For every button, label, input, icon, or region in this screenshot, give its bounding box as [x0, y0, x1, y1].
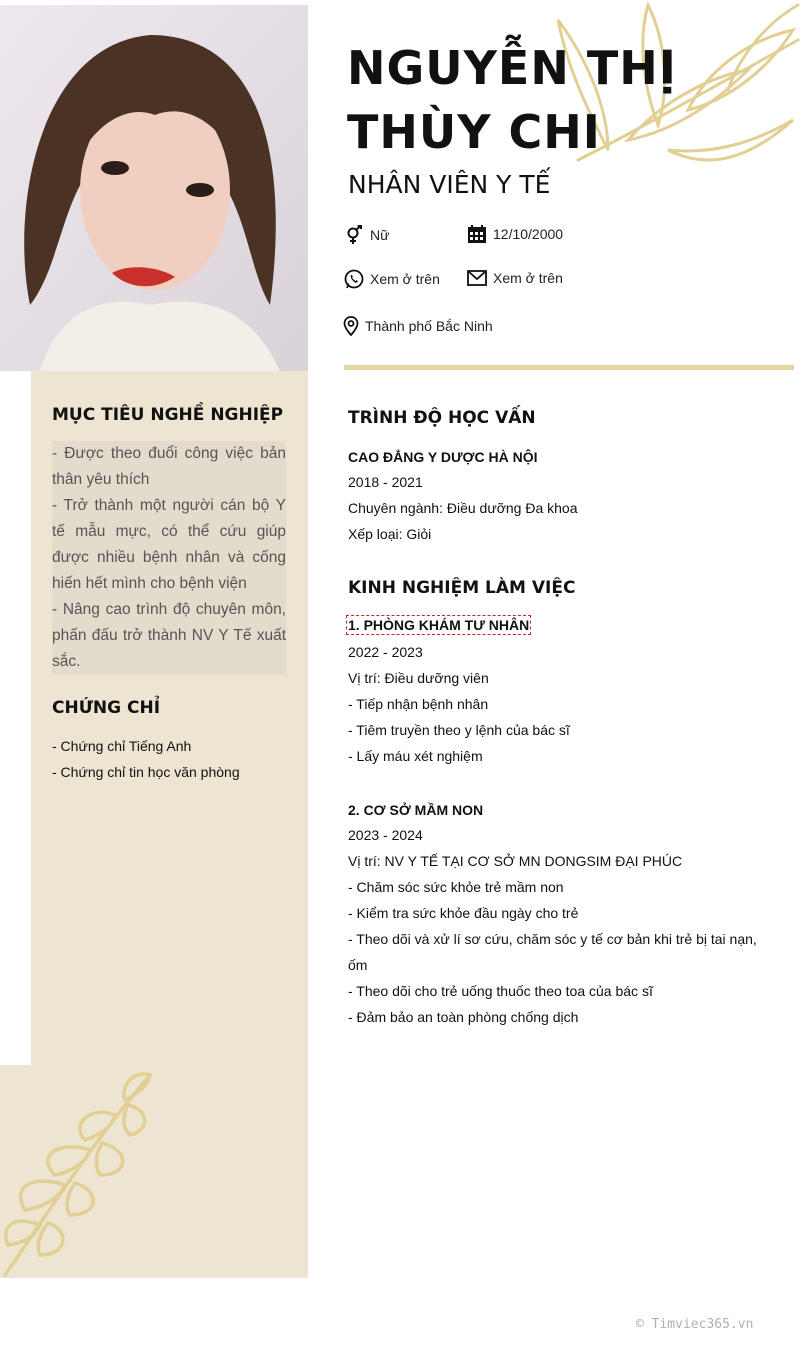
job-1-details [348, 639, 768, 769]
job-title: NHÂN VIÊN Y TẾ [348, 170, 551, 199]
job-2-details [348, 822, 768, 1030]
job-task: - Lấy máu xét nghiệm [348, 748, 483, 764]
whatsapp-icon [344, 269, 364, 289]
phone-info [344, 269, 440, 289]
name-line-2: THÙY CHI [347, 105, 601, 159]
certificate-item: - Chứng chỉ tin học văn phòng [52, 764, 240, 780]
certificate-item: - Chứng chỉ Tiếng Anh [52, 738, 192, 754]
experience-title: KINH NGHIỆM LÀM VIỆC [348, 578, 576, 598]
job-task: - Tiếp nhận bệnh nhân [348, 696, 489, 712]
objective-item: - Trở thành một người cán bộ Y tế mẫu mực, có thể cứu giúp được nhiều bệnh nhân và cống hiến hết mình cho bệnh viện [52, 493, 286, 597]
job-period: 2022 - 2023 [348, 644, 423, 660]
gender-info [344, 225, 389, 245]
leaf-decoration-bottom [0, 1065, 160, 1280]
job-task: - Đảm bảo an toàn phòng chống dịch [348, 1009, 579, 1025]
certificates-title: CHỨNG CHỈ [52, 698, 161, 718]
education-details [348, 469, 577, 547]
objective-item: - Nâng cao trình độ chuyên môn, phấn đấu trở thành NV Y Tế xuất sắc. [52, 597, 286, 675]
gender-value: Nữ [370, 227, 390, 243]
email-info [467, 269, 563, 287]
objective-text [52, 441, 286, 675]
mail-icon [467, 269, 487, 287]
gender-icon [344, 225, 364, 245]
address-info [343, 316, 493, 336]
job-period: 2023 - 2024 [348, 827, 423, 843]
calendar-icon [467, 224, 487, 244]
email-value: Xem ở trên [493, 270, 563, 286]
phone-value: Xem ở trên [370, 271, 440, 287]
birthday-info [467, 224, 563, 244]
profile-photo [0, 5, 308, 371]
birthday-value: 12/10/2000 [493, 226, 564, 242]
education-title: TRÌNH ĐỘ HỌC VẤN [348, 408, 536, 428]
education-major: Chuyên ngành: Điều dưỡng Đa khoa [348, 500, 578, 516]
job-task: - Tiêm truyền theo y lệnh của bác sĩ [348, 722, 570, 738]
address-value: Thành phố Bắc Ninh [365, 318, 493, 334]
location-pin-icon [343, 316, 359, 336]
certificates-list [52, 733, 240, 785]
job-task: - Chăm sóc sức khỏe trẻ mầm non [348, 879, 564, 895]
school-name: CAO ĐẲNG Y DƯỢC HÀ NỘI [348, 449, 538, 465]
objective-item: - Được theo đuổi công việc bản thân yêu thích [52, 441, 286, 493]
job-task: - Theo dõi và xử lí sơ cứu, chăm sóc y tế cơ bản khi trẻ bị tai nạn, ốm [348, 931, 757, 973]
education-rank: Xếp loại: Giỏi [348, 526, 432, 542]
education-period: 2018 - 2021 [348, 474, 423, 490]
candidate-name [347, 36, 767, 164]
job-2-company: 2. CƠ SỞ MẦM NON [348, 802, 484, 818]
job-position: Vị trí: NV Y TẾ TẠI CƠ SỞ MN DONGSIM ĐẠI PHÚC [348, 853, 683, 869]
job-task: - Theo dõi cho trẻ uống thuốc theo toa của bác sĩ [348, 983, 653, 999]
divider-line [344, 365, 794, 370]
job-position: Vị trí: Điều dưỡng viên [348, 670, 489, 686]
name-line-1: NGUYỄN THỊ [347, 41, 677, 95]
job-task: - Kiểm tra sức khỏe đầu ngày cho trẻ [348, 905, 579, 921]
objective-title: MỤC TIÊU NGHỀ NGHIỆP [52, 405, 284, 425]
job-1-company: 1. PHÒNG KHÁM TƯ NHÂN [348, 617, 530, 633]
footer-credit: © Timviec365.vn [636, 1317, 754, 1332]
